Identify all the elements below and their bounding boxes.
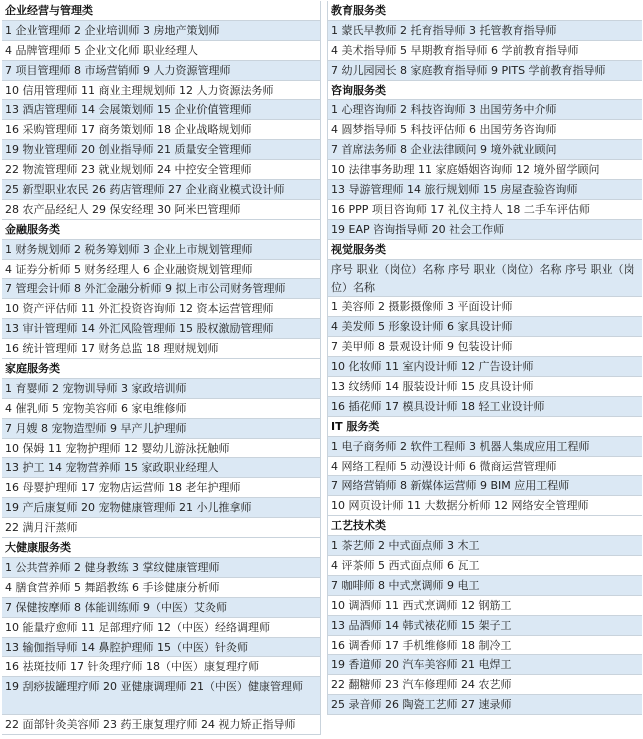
occupation-row: 19 刮痧拔罐理疗师 20 亚健康调理师 21（中医）健康管理师 <box>2 677 320 715</box>
occupation-row: 7 管理会计师 8 外汇金融分析师 9 拟上市公司财务管理师 <box>2 279 320 299</box>
occupation-row: 19 物业管理师 20 创业指导师 21 质量安全管理师 <box>2 140 320 160</box>
occupation-row: 7 保健按摩师 8 体能训练师 9（中医）艾灸师 <box>2 598 320 618</box>
occupation-row: 13 纹绣师 14 服装设计师 15 皮具设计师 <box>328 377 642 397</box>
occupation-row: 19 香道师 20 汽车美容师 21 电焊工 <box>328 655 642 675</box>
occupation-row: 28 农产品经纪人 29 保安经理 30 阿米巴管理师 <box>2 200 320 220</box>
occupation-row: 22 满月汗蒸师 <box>2 518 320 538</box>
category-header: 教育服务类 <box>328 1 642 21</box>
occupation-row: 7 项目管理师 8 市场营销师 9 人力资源管理师 <box>2 61 320 81</box>
occupation-row: 4 膳食营养师 5 舞蹈教练 6 手诊健康分析师 <box>2 578 320 598</box>
occupation-row: 16 母婴护理师 17 宠物店运营师 18 老年护理师 <box>2 478 320 498</box>
occupation-row: 1 蒙氏早教师 2 托育指导师 3 托管教育指导师 <box>328 21 642 41</box>
category-header: 大健康服务类 <box>2 538 320 558</box>
occupation-row: 7 网络营销师 8 新媒体运营师 9 BIM 应用工程师 <box>328 476 642 496</box>
occupation-row: 22 翻糖师 23 汽车修理师 24 农艺师 <box>328 675 642 695</box>
occupation-row: 1 企业管理师 2 企业培训师 3 房地产策划师 <box>2 21 320 41</box>
occupation-row: 7 咖啡师 8 中式烹调师 9 电工 <box>328 576 642 596</box>
occupation-row: 10 网页设计师 11 大数据分析师 12 网络安全管理师 <box>328 496 642 516</box>
occupation-row: 25 录音师 26 陶瓷工艺师 27 速录师 <box>328 695 642 715</box>
occupation-row: 10 法律事务助理 11 家庭婚姻咨询师 12 境外留学顾问 <box>328 160 642 180</box>
occupation-row: 13 品酒师 14 韩式裱花师 15 架子工 <box>328 616 642 636</box>
occupation-row: 7 月嫂 8 宠物造型师 9 早产儿护理师 <box>2 419 320 439</box>
occupation-row: 10 化妆师 11 室内设计师 12 广告设计师 <box>328 357 642 377</box>
occupation-row: 1 公共营养师 2 健身教练 3 掌纹健康管理师 <box>2 558 320 578</box>
occupation-row: 1 茶艺师 2 中式面点师 3 木工 <box>328 536 642 556</box>
occupation-row: 13 导游管理师 14 旅行规划师 15 房屋查验咨询师 <box>328 180 642 200</box>
occupation-row: 16 PPP 项目咨询师 17 礼仪主持人 18 二手车评估师 <box>328 200 642 220</box>
occupation-row: 13 酒店管理师 14 会展策划师 15 企业价值管理师 <box>2 100 320 120</box>
category-header: 家庭服务类 <box>2 359 320 379</box>
occupation-row: 22 面部针灸美容师 23 药王康复理疗师 24 视力矫正指导师 <box>2 715 320 735</box>
occupation-row: 16 统计管理师 17 财务总监 18 理财规划师 <box>2 339 320 359</box>
category-header: 工艺技术类 <box>328 516 642 536</box>
occupation-row: 16 采购管理师 17 商务策划师 18 企业战略规划师 <box>2 120 320 140</box>
category-header: 金融服务类 <box>2 220 320 240</box>
occupation-row: 10 能量疗愈师 11 足部理疗师 12（中医）经络调理师 <box>2 618 320 638</box>
occupation-row: 4 美术指导师 5 早期教育指导师 6 学前教育指导师 <box>328 41 642 61</box>
occupation-row: 4 催乳师 5 宠物美容师 6 家电维修师 <box>2 399 320 419</box>
occupation-row: 10 资产评估师 11 外汇投资咨询师 12 资本运营管理师 <box>2 299 320 319</box>
category-header: 咨询服务类 <box>328 81 642 101</box>
occupation-row: 7 首席法务师 8 企业法律顾问 9 境外就业顾问 <box>328 140 642 160</box>
occupation-row: 4 美发师 5 形象设计师 6 家具设计师 <box>328 317 642 337</box>
occupation-row: 16 祛斑技师 17 针灸理疗师 18（中医）康复理疗师 <box>2 657 320 677</box>
occupation-row: 1 育婴师 2 宠物训导师 3 家政培训师 <box>2 379 320 399</box>
occupation-row: 10 保姆 11 宠物护理师 12 婴幼儿游泳抚触师 <box>2 439 320 459</box>
occupation-row: 4 网络工程师 5 动漫设计师 6 微商运营管理师 <box>328 457 642 477</box>
occupation-row: 13 输伽指导师 14 鼻腔护理师 15（中医）针灸师 <box>2 638 320 658</box>
category-header: 视觉服务类 <box>328 240 642 260</box>
category-header: IT 服务类 <box>328 417 642 437</box>
left-column <box>2 1 321 735</box>
occupation-row: 22 物流管理师 23 就业规划师 24 中控安全管理师 <box>2 160 320 180</box>
occupation-row: 19 EAP 咨询指导师 20 社会工作师 <box>328 220 642 240</box>
occupation-row: 25 新型职业农民 26 药店管理师 27 企业商业模式设计师 <box>2 180 320 200</box>
occupation-row: 16 插花师 17 模具设计师 18 轻工业设计师 <box>328 397 642 417</box>
occupation-row: 7 幼儿园园长 8 家庭教育指导师 9 PITS 学前教育指导师 <box>328 61 642 81</box>
occupation-row: 16 调香师 17 手机维修师 18 制冷工 <box>328 636 642 656</box>
occupation-row: 19 产后康复师 20 宠物健康管理师 21 小儿推拿师 <box>2 498 320 518</box>
occupation-row: 10 调酒师 11 西式烹调师 12 钢筋工 <box>328 596 642 616</box>
occupation-row: 13 审计管理师 14 外汇风险管理师 15 股权激励管理师 <box>2 319 320 339</box>
occupation-row: 4 圆梦指导师 5 科技评估师 6 出国劳务咨询师 <box>328 120 642 140</box>
occupation-row: 1 财务规划师 2 税务筹划师 3 企业上市规划管理师 <box>2 240 320 260</box>
occupation-row: 序号 职业（岗位）名称 序号 职业（岗位）名称 序号 职业（岗位）名称 <box>328 260 642 298</box>
category-header: 企业经营与管理类 <box>2 1 320 21</box>
occupation-row: 7 美甲师 8 景观设计师 9 包装设计师 <box>328 337 642 357</box>
occupation-row: 1 心理咨询师 2 科技咨询师 3 出国劳务中介师 <box>328 100 642 120</box>
occupation-row: 13 护工 14 宠物营养师 15 家政职业经理人 <box>2 458 320 478</box>
occupation-row: 10 信用管理师 11 商业主理规划师 12 人力资源法务师 <box>2 81 320 101</box>
occupation-row: 4 评茶师 5 西式面点师 6 瓦工 <box>328 556 642 576</box>
occupation-row: 4 证券分析师 5 财务经理人 6 企业融资规划管理师 <box>2 260 320 280</box>
occupation-row: 1 美容师 2 摄影摄像师 3 平面设计师 <box>328 297 642 317</box>
occupation-row: 4 品牌管理师 5 企业文化师 职业经理人 <box>2 41 320 61</box>
occupation-row: 1 电子商务师 2 软件工程师 3 机器人集成应用工程师 <box>328 437 642 457</box>
right-column <box>327 1 642 715</box>
